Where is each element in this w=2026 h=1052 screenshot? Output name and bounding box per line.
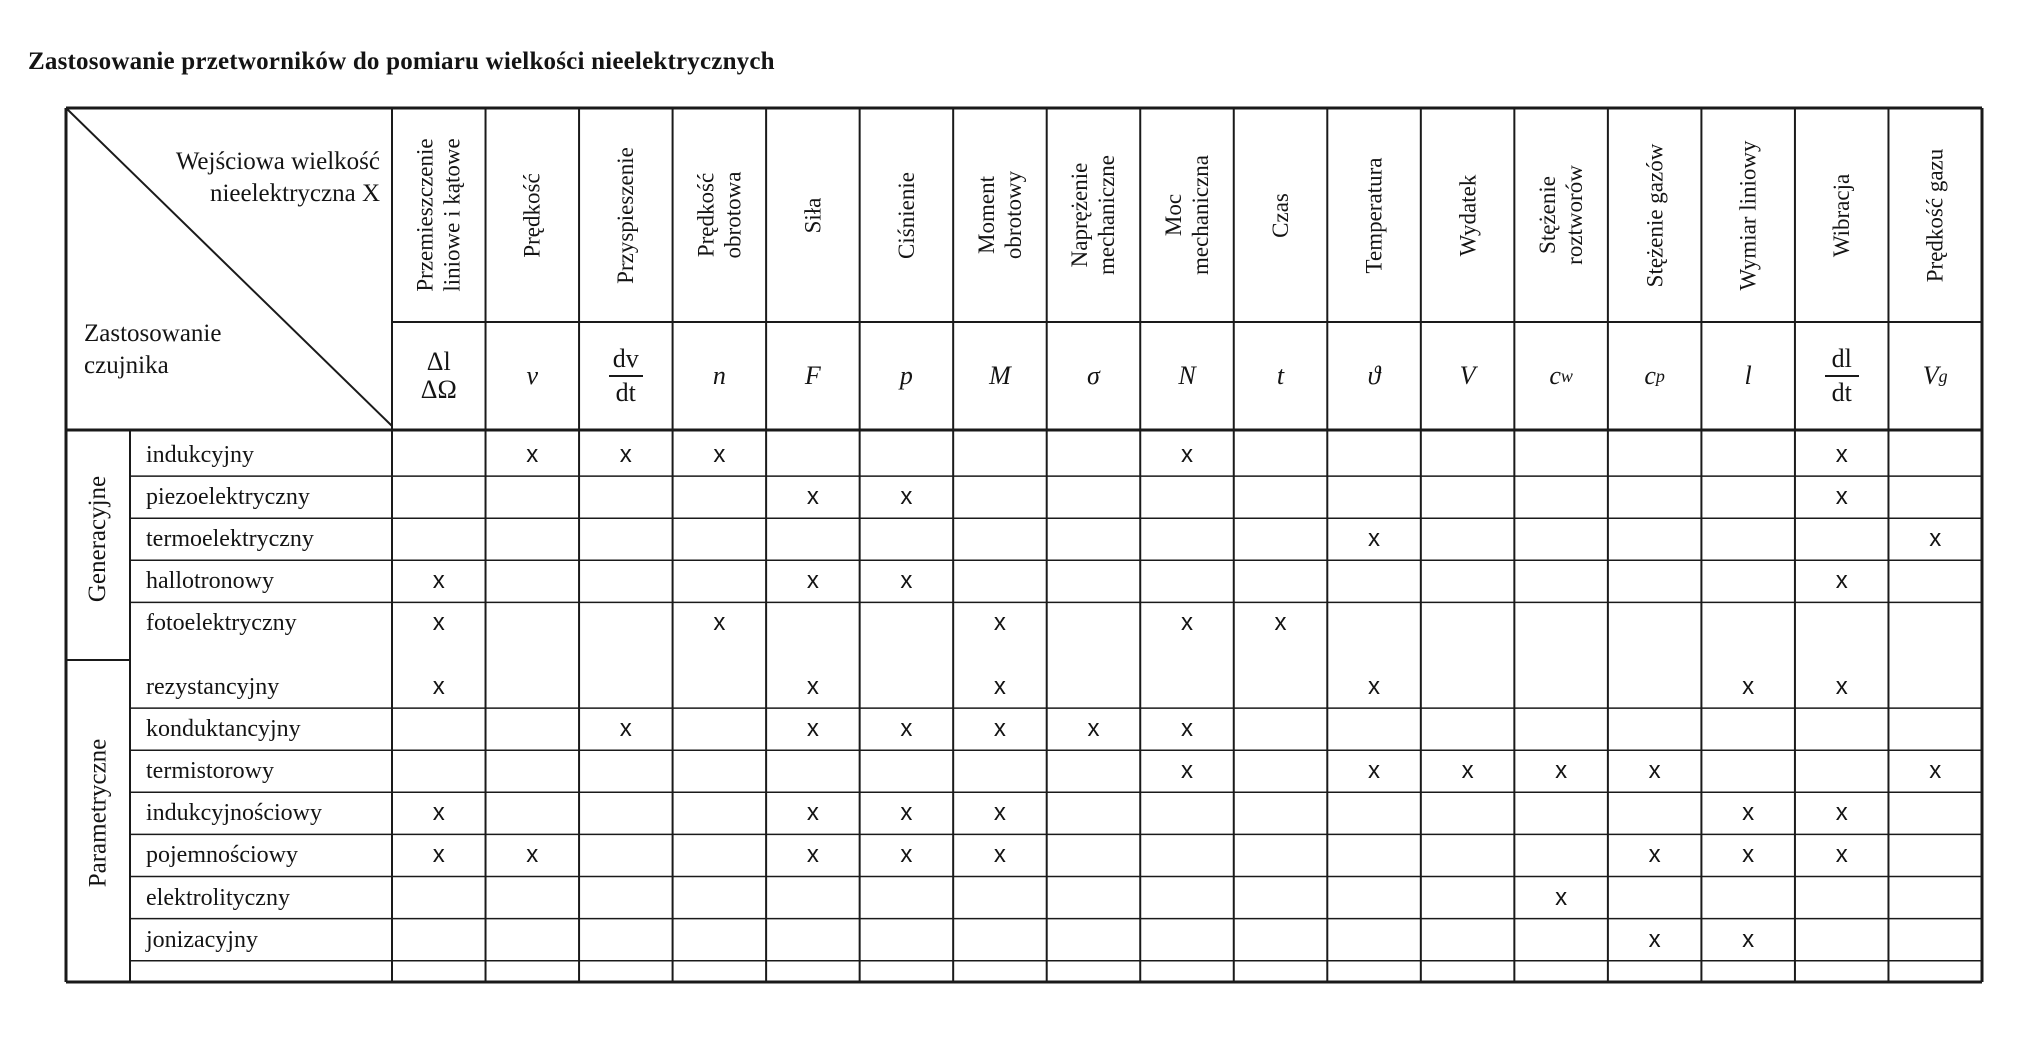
column-header-label xyxy=(1454,174,1481,256)
column-symbol: ϑ xyxy=(1367,361,1381,390)
table-mark: x xyxy=(1555,757,1568,785)
column-header-label xyxy=(1641,143,1668,287)
symbol-denominator: dt xyxy=(1831,378,1852,407)
row-label: elektrolityczny xyxy=(146,884,290,911)
column-header-line: Stężenie gazów xyxy=(1642,143,1668,287)
table-mark: x xyxy=(900,799,913,827)
table-mark: x xyxy=(1648,757,1661,785)
row-label: indukcyjnościowy xyxy=(146,800,322,827)
table-mark: x xyxy=(1461,757,1474,785)
column-header-label xyxy=(1534,165,1588,265)
table-mark: x xyxy=(1742,673,1755,701)
symbol-fraction xyxy=(609,345,643,407)
symbol-denominator: dt xyxy=(615,378,636,407)
column-symbol xyxy=(392,322,486,430)
row-label: hallotronowy xyxy=(146,568,274,595)
table-mark: x xyxy=(432,673,445,701)
column-header-label xyxy=(1922,148,1949,282)
table-mark: x xyxy=(900,715,913,743)
column-header-line: Ciśnienie xyxy=(893,171,919,259)
column-symbol: v xyxy=(526,361,539,390)
column-header-label xyxy=(519,173,546,257)
column-symbol: σ xyxy=(1087,361,1100,390)
column-header-label xyxy=(1828,173,1855,256)
table-mark: x xyxy=(993,841,1006,869)
column-header xyxy=(486,116,580,314)
group-label xyxy=(66,666,130,961)
column-header xyxy=(1047,116,1141,314)
column-header-line: Naprężenie xyxy=(1067,162,1093,268)
table-mark: x xyxy=(1835,567,1848,595)
column-symbol xyxy=(1608,322,1702,430)
header-input-line-1: Wejściowa wielkość xyxy=(175,148,380,175)
column-header xyxy=(673,116,767,314)
column-header-line: Prędkość gazu xyxy=(1922,148,1948,282)
header-input-quantity xyxy=(150,146,380,210)
row-label: pojemnościowy xyxy=(146,842,298,869)
column-header xyxy=(766,116,860,314)
table-mark: x xyxy=(1835,483,1848,511)
column-header-line: Przyspieszenie xyxy=(613,146,639,284)
table-mark: x xyxy=(1180,715,1193,743)
header-app-line-2: czujnika xyxy=(84,352,169,379)
table-mark: x xyxy=(619,441,632,469)
table-mark: x xyxy=(1368,525,1381,553)
symbol-numerator: Δl xyxy=(426,347,451,376)
table-mark: x xyxy=(993,715,1006,743)
column-header-line: Siła xyxy=(800,197,826,233)
table-mark: x xyxy=(619,715,632,743)
header-input-line-2: nieelektryczna X xyxy=(209,180,380,207)
table-mark: x xyxy=(1368,673,1381,701)
table-mark: x xyxy=(1180,757,1193,785)
column-header-line: obrotowy xyxy=(1000,170,1026,260)
symbol-fraction xyxy=(1825,345,1859,407)
column-header xyxy=(953,116,1047,314)
header-app-line-1: Zastosowanie xyxy=(84,320,222,347)
column-header-label xyxy=(1160,155,1214,275)
column-symbol: p xyxy=(899,361,913,390)
column-header xyxy=(1234,116,1328,314)
table-mark: x xyxy=(1274,609,1287,637)
column-symbol: M xyxy=(989,361,1011,390)
column-header-label xyxy=(893,172,920,259)
column-header-label xyxy=(692,172,746,259)
column-header-line: Stężenie xyxy=(1535,176,1561,254)
symbol-denominator: ΔΩ xyxy=(420,375,457,404)
column-header-label xyxy=(1735,140,1762,290)
table-mark: x xyxy=(1368,757,1381,785)
column-header xyxy=(1140,116,1234,314)
row-label: konduktancyjny xyxy=(146,716,301,743)
row-label: piezoelektryczny xyxy=(146,484,310,511)
symbol-fraction-bar xyxy=(1825,375,1859,377)
table-mark: x xyxy=(1835,441,1848,469)
column-header-label xyxy=(973,171,1027,259)
column-header-line: roztworów xyxy=(1562,165,1588,265)
group-label xyxy=(66,434,130,645)
column-header-label xyxy=(612,147,639,284)
table-mark: x xyxy=(1180,609,1193,637)
table-mark: x xyxy=(1180,441,1193,469)
table-mark: x xyxy=(1555,883,1568,911)
table-mark: x xyxy=(900,483,913,511)
column-symbol xyxy=(1514,322,1608,430)
column-header-line: Przemieszczenie xyxy=(412,138,438,292)
page-title: Zastosowanie przetworników do pomiaru wielkości nieelektrycznych xyxy=(28,48,775,75)
column-symbol: l xyxy=(1744,361,1752,390)
symbol-numerator: dl xyxy=(1831,344,1852,373)
column-header-line: obrotowa xyxy=(720,171,746,259)
symbol-fraction-bar xyxy=(609,375,643,377)
column-header-line: Temperatura xyxy=(1361,157,1387,273)
column-symbol: V xyxy=(1459,361,1476,390)
column-header xyxy=(860,116,954,314)
table-mark: x xyxy=(806,483,819,511)
symbol-main: c xyxy=(1549,361,1561,390)
symbol-main: c xyxy=(1644,361,1656,390)
table-mark: x xyxy=(1648,841,1661,869)
symbol-fraction xyxy=(421,348,457,404)
column-header xyxy=(1701,116,1795,314)
table-mark: x xyxy=(900,567,913,595)
column-symbol xyxy=(1888,322,1982,430)
table-mark: x xyxy=(1835,841,1848,869)
table-mark: x xyxy=(713,441,726,469)
table-mark: x xyxy=(900,841,913,869)
table-mark: x xyxy=(1087,715,1100,743)
column-header-line: Prędkość xyxy=(693,172,719,258)
table-mark: x xyxy=(806,673,819,701)
table-mark: x xyxy=(806,715,819,743)
table-mark: x xyxy=(806,841,819,869)
column-header xyxy=(579,116,673,314)
symbol-main: V xyxy=(1922,361,1939,390)
header-sensor-application xyxy=(84,318,221,382)
table-mark: x xyxy=(806,799,819,827)
column-header-line: Prędkość xyxy=(519,172,545,258)
column-header xyxy=(1514,116,1608,314)
table-mark: x xyxy=(432,567,445,595)
column-header xyxy=(392,116,486,314)
column-symbol: t xyxy=(1276,361,1285,390)
table-mark: x xyxy=(1929,525,1942,553)
table-mark: x xyxy=(526,841,539,869)
column-header xyxy=(1608,116,1702,314)
table-mark: x xyxy=(1742,925,1755,953)
column-header-label xyxy=(1066,155,1120,275)
row-label: indukcyjny xyxy=(146,442,254,468)
row-label: rezystancyjny xyxy=(146,674,280,700)
group-label-text: Parametryczne xyxy=(84,739,111,888)
column-header-line: Moc xyxy=(1161,193,1186,237)
table-mark: x xyxy=(1648,925,1661,953)
table-mark: x xyxy=(1929,757,1942,785)
table-mark: x xyxy=(432,841,445,869)
table-mark: x xyxy=(1835,673,1848,701)
row-label: termoelektryczny xyxy=(146,526,314,553)
column-header xyxy=(1888,116,1982,314)
group-label-text: Generacyjne xyxy=(84,476,111,603)
table-mark: x xyxy=(432,799,445,827)
symbol-subscript: g xyxy=(1938,365,1948,386)
column-header-label xyxy=(799,197,826,233)
column-header-label xyxy=(1267,193,1294,238)
column-header-label xyxy=(1361,157,1388,273)
row-label: termistorowy xyxy=(146,758,274,785)
symbol-numerator: dv xyxy=(612,344,639,373)
column-symbol xyxy=(1795,322,1889,430)
symbol-subscript: p xyxy=(1655,365,1665,386)
column-header-line: Czas xyxy=(1268,192,1293,238)
column-symbol: F xyxy=(804,361,821,390)
column-header-line: Moment xyxy=(973,176,999,254)
table-mark: x xyxy=(1742,841,1755,869)
column-header-line: Wibracja xyxy=(1829,173,1855,257)
table-mark: x xyxy=(526,441,539,469)
column-header-line: Wymiar liniowy xyxy=(1735,139,1761,291)
column-header-label xyxy=(412,138,466,291)
table-mark: x xyxy=(806,567,819,595)
row-label: fotoelektryczny xyxy=(146,610,297,637)
table-mark: x xyxy=(993,673,1006,701)
column-header xyxy=(1327,116,1421,314)
table-mark: x xyxy=(713,609,726,637)
column-symbol: N xyxy=(1178,361,1196,390)
table-mark: x xyxy=(993,799,1006,827)
row-label: jonizacyjny xyxy=(146,926,258,953)
column-header xyxy=(1795,116,1889,314)
table-mark: x xyxy=(432,609,445,637)
column-header-line: liniowe i kątowe xyxy=(439,138,465,292)
column-symbol xyxy=(579,322,673,430)
table-mark: x xyxy=(993,609,1006,637)
column-header-line: mechaniczne xyxy=(1094,154,1120,276)
column-header-line: mechaniczna xyxy=(1188,154,1213,276)
column-symbol: n xyxy=(712,361,726,390)
column-header-line: Wydatek xyxy=(1455,174,1481,256)
table-mark: x xyxy=(1835,799,1848,827)
column-header xyxy=(1421,116,1515,314)
symbol-subscript: w xyxy=(1560,365,1573,386)
table-mark: x xyxy=(1742,799,1755,827)
